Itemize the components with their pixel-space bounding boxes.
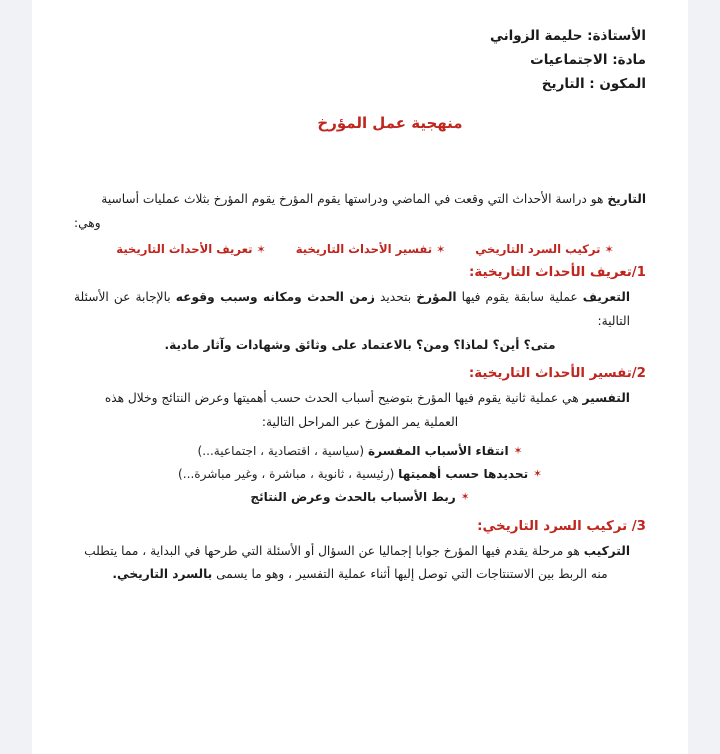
document-header — [74, 18, 646, 96]
star-icon: ✶ — [533, 468, 542, 481]
section-3-bold-term: بالسرد التاريخي. — [112, 567, 213, 582]
section-1-text-a: عملية سابقة يقوم فيها — [456, 290, 583, 304]
section-2-paragraph — [74, 387, 646, 411]
process-bullet-row — [74, 242, 646, 256]
section-heading-2: 2/تفسير الأحداث التاريخية: — [468, 366, 646, 382]
section-2-bullet-1-strong: انتقاء الأسباب المفسرة — [368, 443, 509, 458]
section-heading-3: 3/ تركيب السرد التاريخي: — [477, 518, 646, 534]
section-1-text-b: بتحديد — [374, 290, 417, 304]
process-bullet-label-1: تعريف الأحداث التاريخية — [116, 242, 253, 256]
process-bullet-item-1 — [116, 242, 265, 256]
section-2-bullet-1-plain: (سياسية ، اقتصادية ، اجتماعية...) — [197, 443, 368, 458]
process-bullet-item-3 — [475, 242, 613, 256]
section-1-lead-term: التعريف — [582, 290, 630, 304]
process-bullet-label-2: تفسير الأحداث التاريخية — [295, 242, 433, 256]
header-teacher-line: الأستاذة: حليمة الزواني — [489, 28, 646, 44]
section-2-bullet-3-strong: ربط الأسباب بالحدث وعرض النتائج — [250, 490, 456, 505]
star-icon: ✶ — [513, 444, 523, 457]
list-item — [74, 440, 646, 463]
header-component-line: المكون : التاريخ — [541, 76, 646, 93]
section-1-bold-1: المؤرخ — [416, 290, 457, 304]
section-1-paragraph — [74, 286, 646, 334]
star-icon: ✶ — [436, 243, 446, 256]
section-3-lead-term: التركيب — [583, 543, 630, 558]
list-item — [74, 463, 646, 486]
header-subject-line: مادة: الاجتماعيات — [530, 52, 646, 69]
section-2-bullet-2-strong: تحديدها حسب أهميتها — [398, 467, 529, 482]
star-icon: ✶ — [604, 243, 614, 256]
section-heading-1: 1/تعريف الأحداث التاريخية: — [469, 265, 646, 280]
page-title-text: منهجية عمل المؤرخ — [317, 114, 463, 133]
process-bullet-label-3: تركيب السرد التاريخي — [475, 242, 601, 256]
intro-body-text: هو دراسة الأحداث التي وقعت في الماضي ودراستها يقوم المؤرخ يقوم المؤرخ بثلاث عمليات أساسية — [101, 192, 608, 207]
section-2-bullet-list — [74, 440, 646, 510]
section-2-bullet-2-plain: (رئيسية ، ثانوية ، مباشرة ، وغير مباشرة...) — [178, 467, 399, 482]
section-1-questions-line: متى؟ أين؟ لماذا؟ ومن؟ بالاعتماد على وثائق وشهادات وآثار مادية. — [164, 337, 556, 352]
section-2-lead-term: التفسير — [582, 391, 630, 406]
section-2-paragraph-line2: العملية يمر المؤرخ عبر المراحل التالية: — [261, 415, 459, 430]
intro-lead-term: التاريخ — [607, 192, 646, 207]
document-page — [32, 0, 688, 754]
page-title — [74, 113, 646, 132]
section-1-bold-2: زمن الحدث ومكانه وسبب وقوعه — [175, 290, 375, 304]
section-3-text: هو مرحلة يقدم فيها المؤرخ جوابا إجماليا عن السؤال أو الأسئلة التي طرحها في البداية ، مما يتطلب — [84, 543, 584, 558]
section-3-paragraph-line2 — [74, 563, 646, 587]
intro-paragraph — [74, 188, 646, 212]
process-bullet-item-2 — [296, 242, 446, 256]
section-1-text-c: بالإجابة عن الأسئلة التالية: — [74, 290, 630, 328]
star-icon: ✶ — [256, 243, 266, 256]
section-2-text: هي عملية ثانية يقوم فيها المؤرخ بتوضيح أسباب الحدث حسب أهميتها وعرض النتائج وخلال هذه — [104, 391, 583, 406]
star-icon: ✶ — [460, 491, 470, 504]
section-3-paragraph — [74, 540, 646, 564]
section-3-text-b: منه الربط بين الاستنتاجات التي توصل إليها أثناء عملية التفسير ، وهو ما يسمى — [212, 567, 608, 582]
intro-tail-text: وهي: — [74, 215, 101, 230]
list-item — [74, 486, 646, 509]
